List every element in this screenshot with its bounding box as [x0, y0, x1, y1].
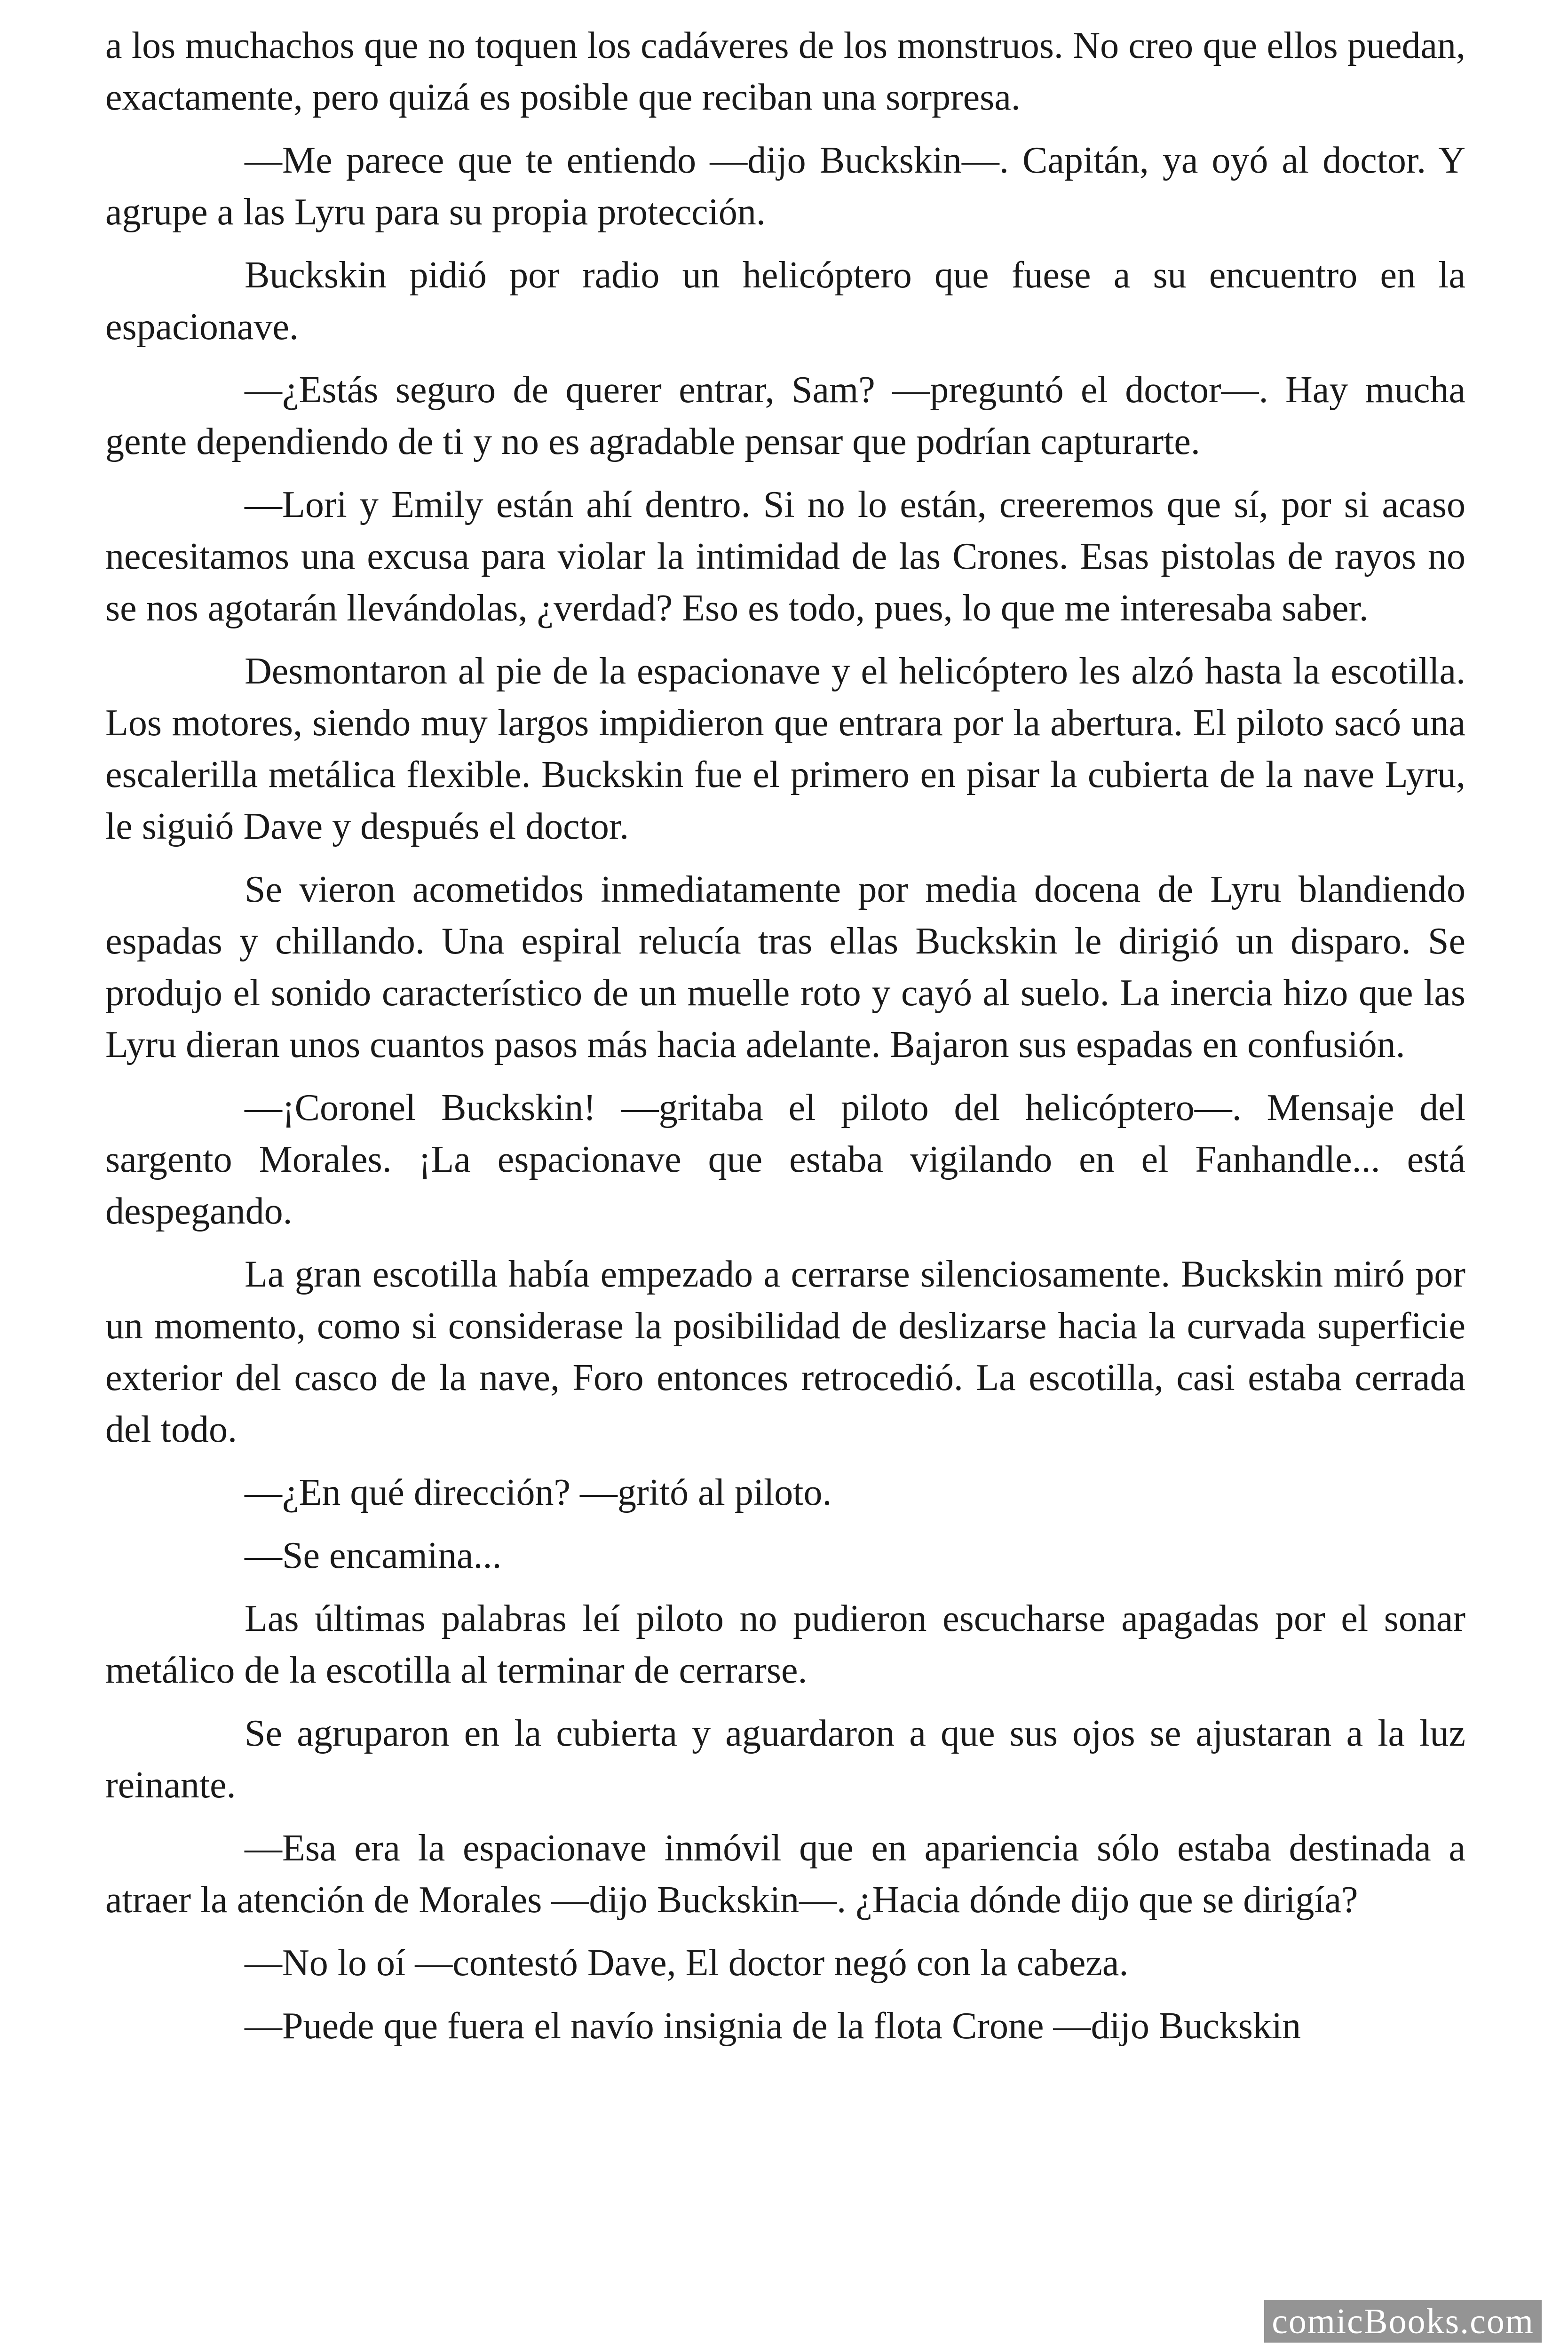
paragraph-6: Desmontaron al pie de la espacionave y el helicóptero les alzó hasta la escotilla. Los motores, siendo muy largos impidieron que entrara por la abertura. El piloto sacó una escalerilla metálica flexible. Buckskin fue el primero en pisar la cubierta de la nave Lyru, le siguió Dave y después el doctor. — [105, 651, 1465, 847]
paragraph-13: Se agruparon en la cubierta y aguardaron a que sus ojos se ajustaran a la luz reinante. — [105, 1713, 1465, 1806]
paragraph-4: —¿Estás seguro de querer entrar, Sam? —preguntó el doctor—. Hay mucha gente dependiendo de ti y no es agradable pensar que podrían capturarte. — [105, 369, 1465, 462]
paragraph-15: —No lo oí —contestó Dave, El doctor negó con la cabeza. — [245, 1942, 1129, 1984]
paragraph-16: —Puede que fuera el navío insignia de la flota Crone —dijo Buckskin — [245, 2005, 1301, 2047]
watermark-logo: comicBooks.com — [1264, 2300, 1542, 2343]
body-text — [105, 20, 1465, 2063]
paragraph-1: a los muchachos que no toquen los cadáveres de los monstruos. No creo que ellos puedan, exactamente, pero quizá es posible que reciban una sorpresa. — [105, 25, 1465, 118]
paragraph-12: Las últimas palabras leí piloto no pudieron escucharse apagadas por el sonar metálico de la escotilla al terminar de cerrarse. — [105, 1598, 1465, 1691]
paragraph-5: —Lori y Emily están ahí dentro. Si no lo están, creeremos que sí, por si acaso necesitamos una excusa para violar la intimidad de las Crones. Esas pistolas de rayos no se nos agotarán llevándolas, ¿verdad? Eso es todo, pues, lo que me interesaba saber. — [105, 484, 1465, 629]
paragraph-7: Se vieron acometidos inmediatamente por media docena de Lyru blandiendo espadas y chillando. Una espiral relucía tras ellas Buckskin le dirigió un disparo. Se produjo el sonido característico de un muelle roto y cayó al suelo. La inercia hizo que las Lyru dieran unos cuantos pasos más hacia adelante. Bajaron sus espadas en confusión. — [105, 869, 1465, 1065]
paragraph-2: —Me parece que te entiendo —dijo Buckskin—. Capitán, ya oyó al doctor. Y agrupe a las Lyru para su propia protección. — [105, 140, 1465, 233]
paragraph-11: —Se encamina... — [245, 1535, 502, 1576]
paragraph-9: La gran escotilla había empezado a cerrarse silenciosamente. Buckskin miró por un momento, como si considerase la posibilidad de deslizarse hacia la curvada superficie exterior del casco de la nave, Foro entonces retrocedió. La escotilla, casi estaba cerrada del todo. — [105, 1254, 1465, 1450]
paragraph-10: —¿En qué dirección? —gritó al piloto. — [245, 1472, 832, 1513]
paragraph-3: Buckskin pidió por radio un helicóptero que fuese a su encuentro en la espacionave. — [105, 254, 1465, 348]
paragraph-14: —Esa era la espacionave inmóvil que en apariencia sólo estaba destinada a atraer la atención de Morales —dijo Buckskin—. ¿Hacia dónde dijo que se dirigía? — [105, 1828, 1465, 1921]
paragraph-8: —¡Coronel Buckskin! —gritaba el piloto del helicóptero—. Mensaje del sargento Morales. ¡La espacionave que estaba vigilando en el Fanhandle... está despegando. — [105, 1087, 1465, 1232]
